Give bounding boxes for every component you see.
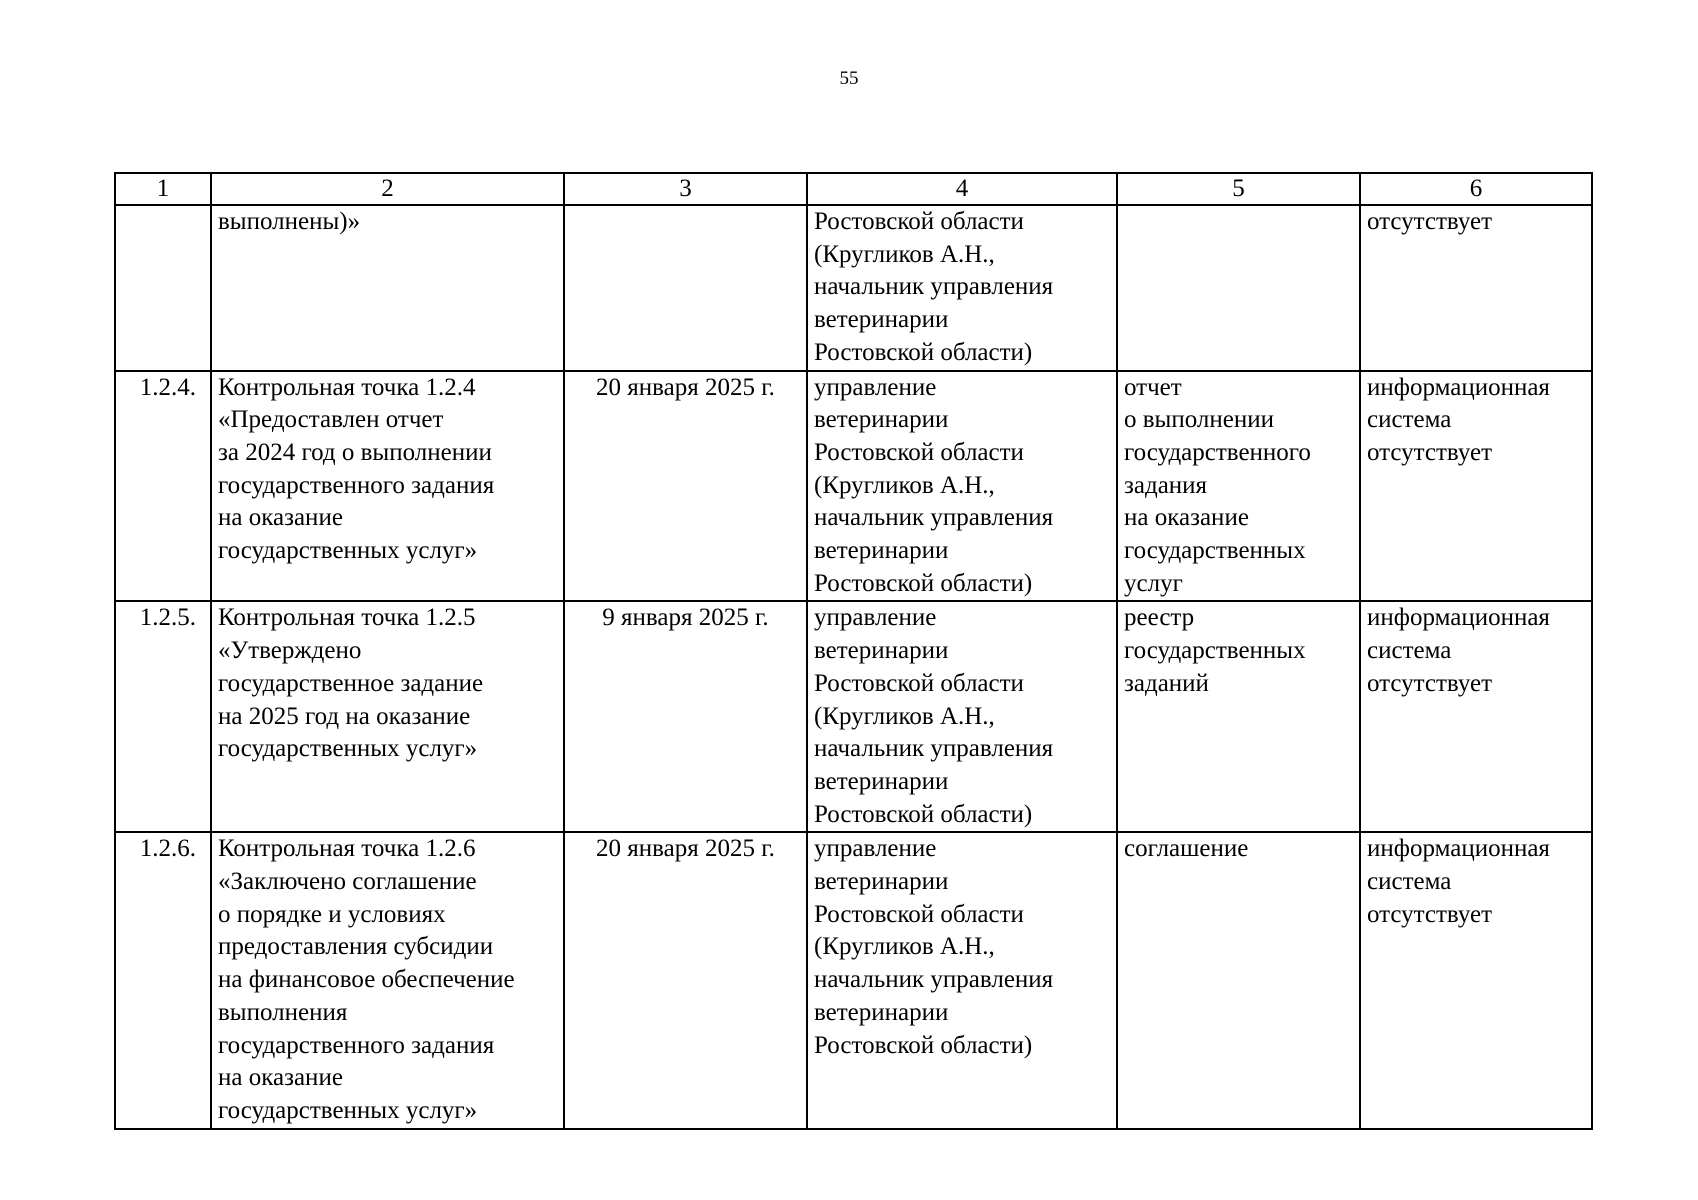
result-document: соглашение bbox=[1117, 832, 1360, 1128]
deadline-date: 9 января 2025 г. bbox=[564, 601, 807, 832]
row-number: 1.2.5. bbox=[115, 601, 211, 832]
control-point-name: Контрольная точка 1.2.4 «Предоставлен отчет за 2024 год о выполнении государственного задания на оказание государственных услуг» bbox=[211, 371, 564, 602]
table-row bbox=[115, 371, 1592, 602]
deadline-date: 20 января 2025 г. bbox=[564, 832, 807, 1128]
information-system: отсутствует bbox=[1360, 205, 1592, 371]
information-system: информационная система отсутствует bbox=[1360, 371, 1592, 602]
table-row bbox=[115, 601, 1592, 832]
result-document bbox=[1117, 205, 1360, 371]
column-header-1: 1 bbox=[115, 173, 211, 205]
deadline-date: 20 января 2025 г. bbox=[564, 371, 807, 602]
page-number: 55 bbox=[839, 68, 859, 89]
result-document: реестр государственных заданий bbox=[1117, 601, 1360, 832]
column-header-3: 3 bbox=[564, 173, 807, 205]
row-number: 1.2.4. bbox=[115, 371, 211, 602]
responsible-party: управление ветеринарии Ростовской области (Кругликов А.Н., начальник управления ветеринарии Ростовской области) bbox=[807, 601, 1117, 832]
column-header-6: 6 bbox=[1360, 173, 1592, 205]
row-number: 1.2.6. bbox=[115, 832, 211, 1128]
information-system: информационная система отсутствует bbox=[1360, 601, 1592, 832]
result-document: отчет о выполнении государственного задания на оказание государственных услуг bbox=[1117, 371, 1360, 602]
information-system: информационная система отсутствует bbox=[1360, 832, 1592, 1128]
column-header-2: 2 bbox=[211, 173, 564, 205]
column-header-4: 4 bbox=[807, 173, 1117, 205]
column-header-5: 5 bbox=[1117, 173, 1360, 205]
deadline-date bbox=[564, 205, 807, 371]
control-point-name: выполнены)» bbox=[211, 205, 564, 371]
row-number bbox=[115, 205, 211, 371]
responsible-party: Ростовской области (Кругликов А.Н., начальник управления ветеринарии Ростовской области) bbox=[807, 205, 1117, 371]
responsible-party: управление ветеринарии Ростовской области (Кругликов А.Н., начальник управления ветеринарии Ростовской области) bbox=[807, 832, 1117, 1128]
control-point-name: Контрольная точка 1.2.5 «Утверждено государственное задание на 2025 год на оказание государственных услуг» bbox=[211, 601, 564, 832]
responsible-party: управление ветеринарии Ростовской области (Кругликов А.Н., начальник управления ветеринарии Ростовской области) bbox=[807, 371, 1117, 602]
table-row bbox=[115, 205, 1592, 371]
table-header-row bbox=[115, 173, 1592, 205]
control-point-name: Контрольная точка 1.2.6 «Заключено соглашение о порядке и условиях предоставления субсидии на финансовое обеспечение выполнения государственного задания на оказание государственных услуг» bbox=[211, 832, 564, 1128]
control-points-table bbox=[114, 172, 1593, 1130]
table-row bbox=[115, 832, 1592, 1128]
